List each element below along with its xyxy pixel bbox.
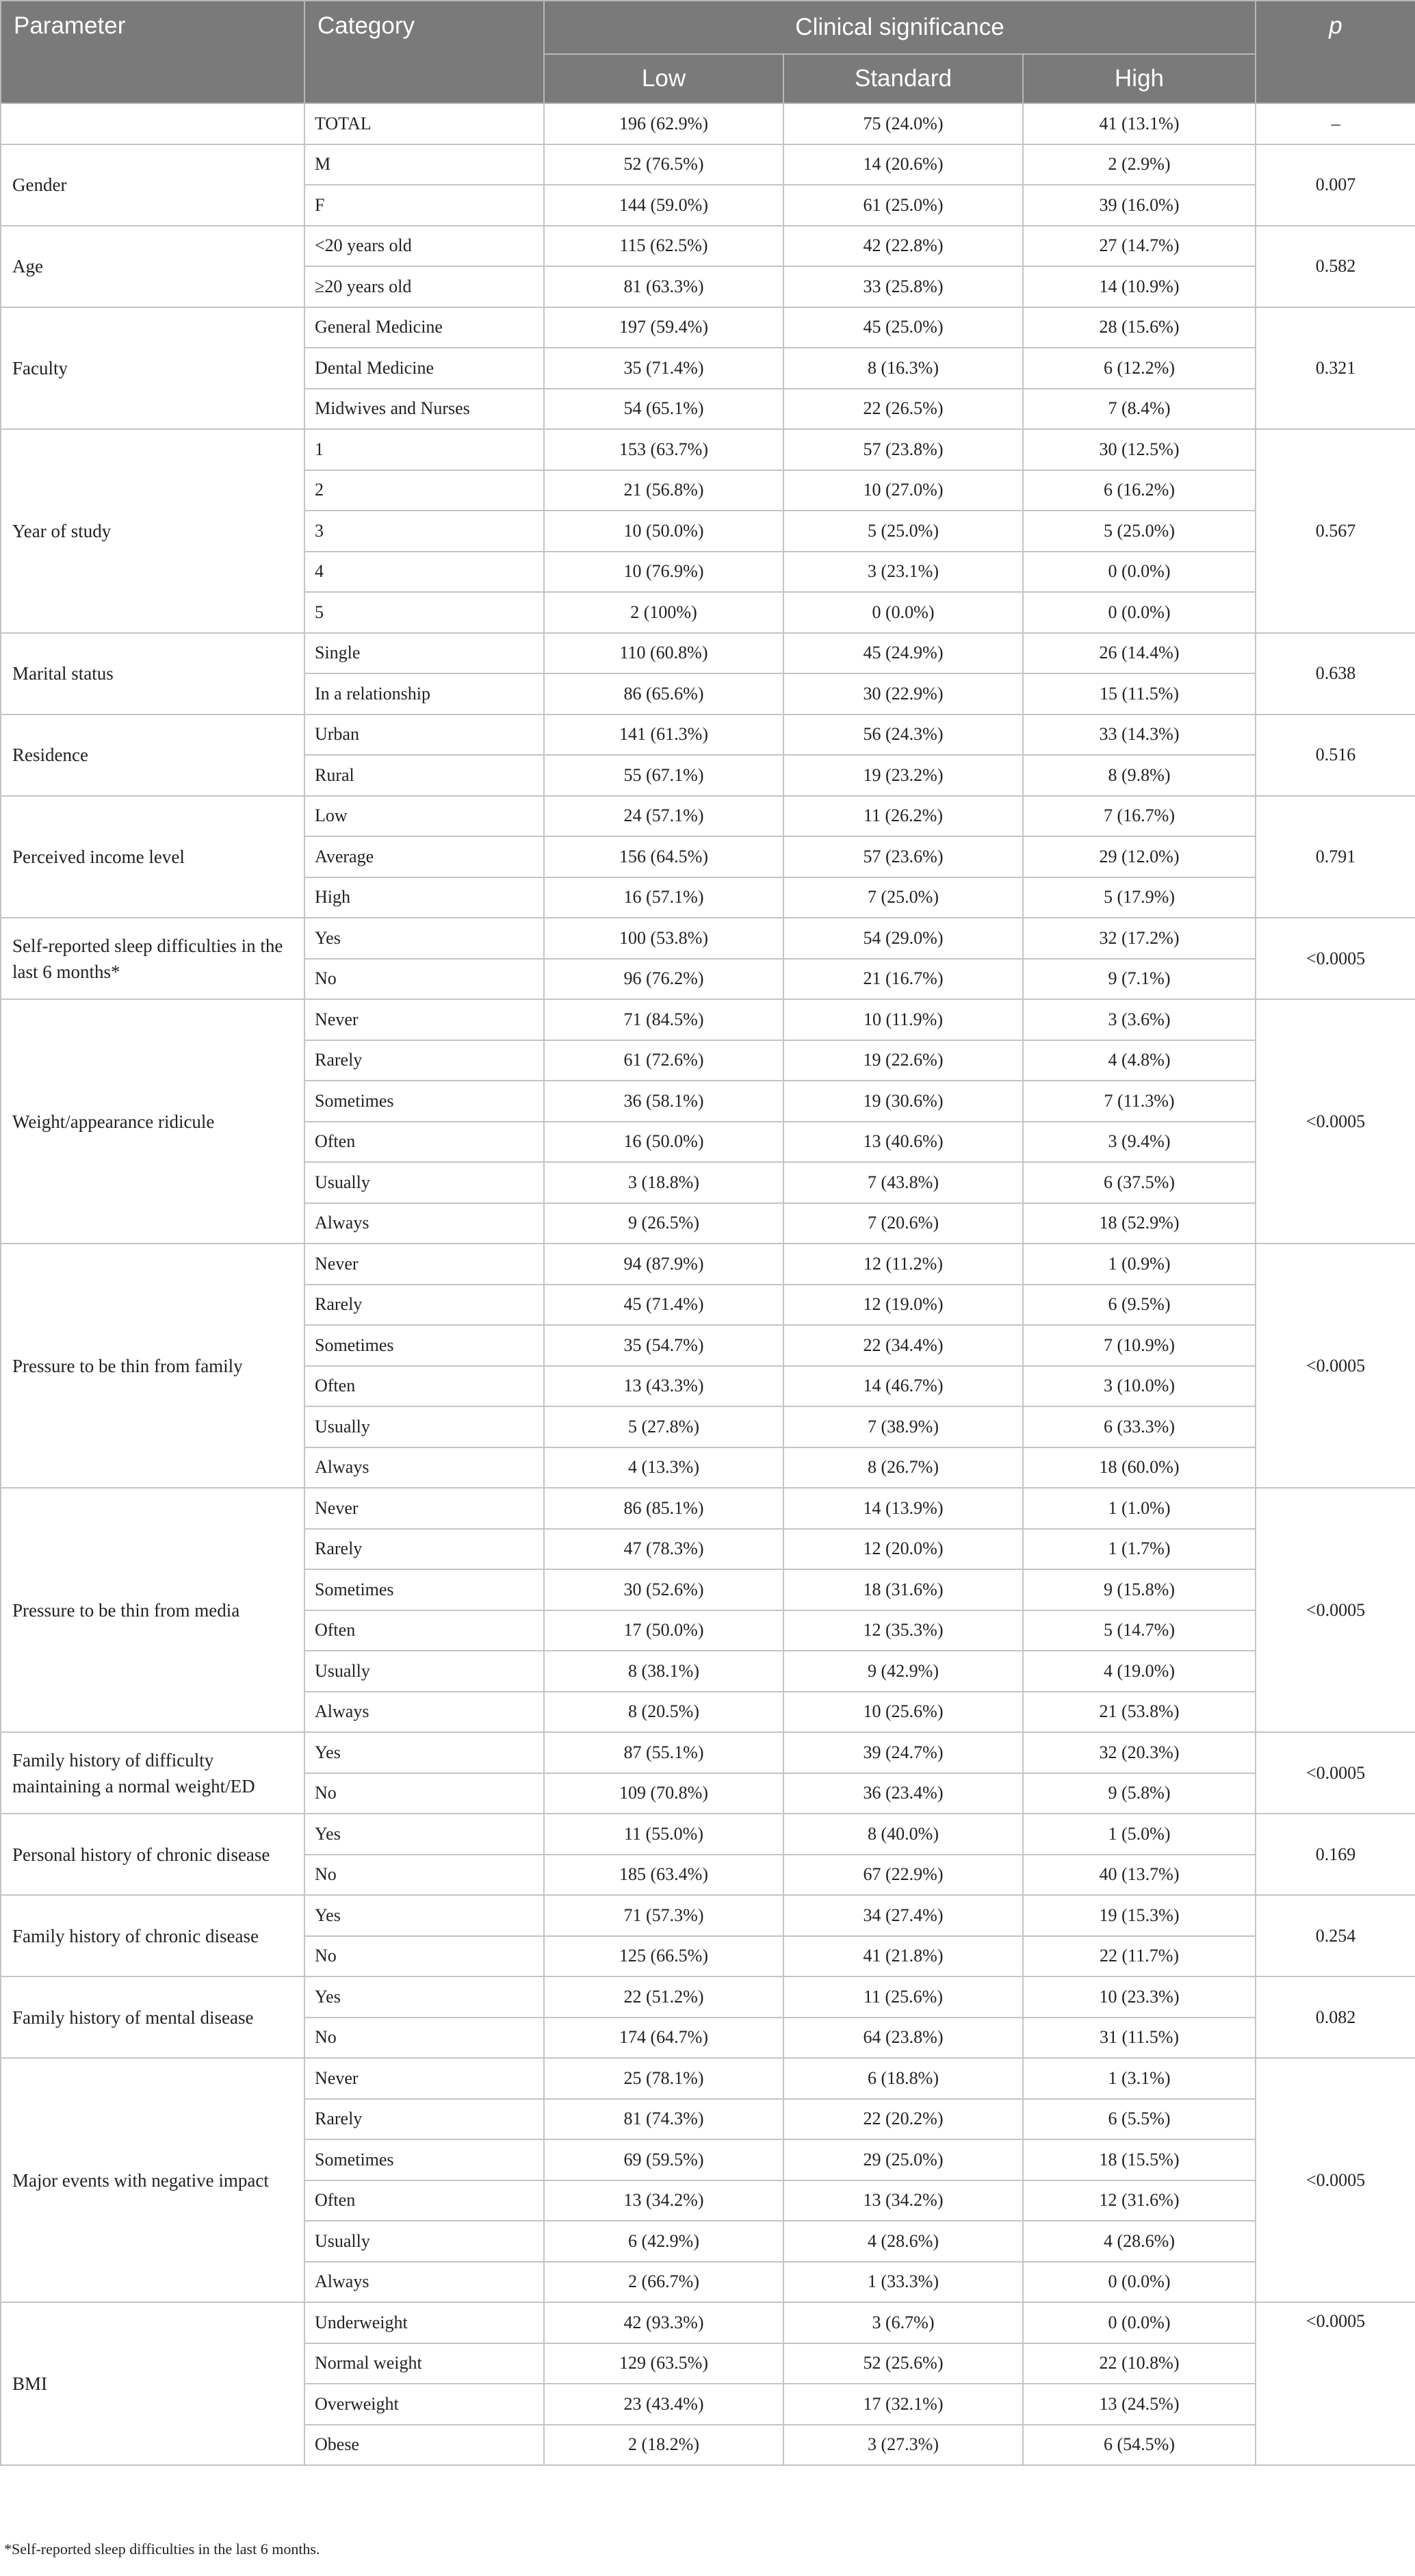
category-cell: Underweight: [304, 2302, 544, 2343]
standard-cell: 3 (27.3%): [783, 2425, 1023, 2466]
low-cell: 153 (63.7%): [544, 429, 783, 470]
p-value-cell: 0.567: [1256, 429, 1415, 633]
standard-cell: 42 (22.8%): [783, 226, 1023, 267]
low-cell: 129 (63.5%): [544, 2343, 783, 2384]
low-cell: 9 (26.5%): [544, 1203, 783, 1244]
category-cell: Often: [304, 1610, 544, 1651]
category-cell: 4: [304, 552, 544, 593]
standard-cell: 10 (27.0%): [783, 470, 1023, 511]
category-cell: No: [304, 959, 544, 1000]
high-cell: 7 (10.9%): [1023, 1325, 1256, 1366]
category-cell: Always: [304, 1447, 544, 1489]
standard-cell: 12 (20.0%): [783, 1529, 1023, 1570]
category-cell: Often: [304, 1122, 544, 1163]
standard-cell: 67 (22.9%): [783, 1855, 1023, 1896]
category-cell: TOTAL: [304, 103, 544, 144]
high-cell: 27 (14.7%): [1023, 226, 1256, 267]
standard-cell: 54 (29.0%): [783, 918, 1023, 959]
low-cell: 196 (62.9%): [544, 103, 783, 144]
high-cell: 3 (3.6%): [1023, 999, 1256, 1040]
standard-cell: 7 (25.0%): [783, 877, 1023, 918]
standard-cell: 64 (23.8%): [783, 2018, 1023, 2059]
category-cell: Urban: [304, 714, 544, 756]
high-cell: 3 (9.4%): [1023, 1122, 1256, 1163]
standard-cell: 12 (19.0%): [783, 1285, 1023, 1326]
parameter-cell: Family history of chronic disease: [1, 1895, 304, 1976]
high-cell: 41 (13.1%): [1023, 103, 1256, 144]
standard-cell: 12 (35.3%): [783, 1610, 1023, 1651]
low-cell: 86 (65.6%): [544, 673, 783, 714]
high-cell: 6 (16.2%): [1023, 470, 1256, 511]
low-cell: 36 (58.1%): [544, 1081, 783, 1122]
category-cell: Never: [304, 1244, 544, 1285]
p-value-cell: 0.582: [1256, 226, 1415, 307]
high-cell: 6 (54.5%): [1023, 2425, 1256, 2466]
category-cell: Obese: [304, 2425, 544, 2466]
low-cell: 3 (18.8%): [544, 1162, 783, 1203]
low-cell: 185 (63.4%): [544, 1855, 783, 1896]
parameter-cell: [1, 103, 304, 144]
low-cell: 71 (57.3%): [544, 1895, 783, 1936]
low-cell: 24 (57.1%): [544, 796, 783, 837]
p-value-cell: <0.0005: [1256, 1244, 1415, 1488]
high-cell: 6 (5.5%): [1023, 2099, 1256, 2140]
header-category: Category: [304, 1, 544, 103]
parameter-cell: Perceived income level: [1, 796, 304, 918]
high-cell: 7 (11.3%): [1023, 1081, 1256, 1122]
high-cell: 1 (1.7%): [1023, 1529, 1256, 1570]
category-cell: Often: [304, 1366, 544, 1407]
high-cell: 31 (11.5%): [1023, 2018, 1256, 2059]
p-value-cell: 0.254: [1256, 1895, 1415, 1976]
standard-cell: 21 (16.7%): [783, 959, 1023, 1000]
high-cell: 1 (3.1%): [1023, 2058, 1256, 2099]
low-cell: 21 (56.8%): [544, 470, 783, 511]
parameter-cell: BMI: [1, 2302, 304, 2465]
high-cell: 21 (53.8%): [1023, 1692, 1256, 1733]
parameter-cell: Year of study: [1, 429, 304, 633]
standard-cell: 18 (31.6%): [783, 1569, 1023, 1610]
high-cell: 6 (33.3%): [1023, 1406, 1256, 1447]
high-cell: 5 (25.0%): [1023, 511, 1256, 552]
category-cell: 1: [304, 429, 544, 470]
high-cell: 7 (16.7%): [1023, 796, 1256, 837]
parameter-cell: Self-reported sleep difficulties in the last 6 months*: [1, 918, 304, 999]
high-cell: 19 (15.3%): [1023, 1895, 1256, 1936]
category-cell: Yes: [304, 918, 544, 959]
high-cell: 39 (16.0%): [1023, 185, 1256, 226]
p-value-cell: 0.638: [1256, 633, 1415, 714]
standard-cell: 10 (25.6%): [783, 1692, 1023, 1733]
low-cell: 11 (55.0%): [544, 1814, 783, 1855]
standard-cell: 52 (25.6%): [783, 2343, 1023, 2384]
low-cell: 13 (43.3%): [544, 1366, 783, 1407]
high-cell: 3 (10.0%): [1023, 1366, 1256, 1407]
category-cell: Normal weight: [304, 2343, 544, 2384]
low-cell: 100 (53.8%): [544, 918, 783, 959]
table-row: [1, 1976, 1415, 2018]
high-cell: 12 (31.6%): [1023, 2180, 1256, 2221]
header-standard: Standard: [783, 54, 1023, 103]
parameter-cell: Family history of mental disease: [1, 1976, 304, 2058]
header-p-value: p: [1256, 1, 1415, 103]
standard-cell: 4 (28.6%): [783, 2221, 1023, 2262]
low-cell: 45 (71.4%): [544, 1285, 783, 1326]
high-cell: 4 (28.6%): [1023, 2221, 1256, 2262]
low-cell: 13 (34.2%): [544, 2180, 783, 2221]
low-cell: 2 (18.2%): [544, 2425, 783, 2466]
table-row: [1, 1814, 1415, 1855]
high-cell: 18 (60.0%): [1023, 1447, 1256, 1489]
high-cell: 40 (13.7%): [1023, 1855, 1256, 1896]
low-cell: 25 (78.1%): [544, 2058, 783, 2099]
high-cell: 9 (7.1%): [1023, 959, 1256, 1000]
parameter-cell: Pressure to be thin from family: [1, 1244, 304, 1488]
high-cell: 29 (12.0%): [1023, 836, 1256, 877]
low-cell: 42 (93.3%): [544, 2302, 783, 2343]
table-row: [1, 2302, 1415, 2343]
p-value-cell: 0.321: [1256, 307, 1415, 430]
high-cell: 0 (0.0%): [1023, 592, 1256, 633]
standard-cell: 13 (34.2%): [783, 2180, 1023, 2221]
high-cell: 1 (0.9%): [1023, 1244, 1256, 1285]
p-value-cell: <0.0005: [1256, 1732, 1415, 1814]
table-row: [1, 1244, 1415, 1285]
high-cell: 1 (5.0%): [1023, 1814, 1256, 1855]
high-cell: 22 (10.8%): [1023, 2343, 1256, 2384]
low-cell: 16 (57.1%): [544, 877, 783, 918]
category-cell: Always: [304, 1203, 544, 1244]
low-cell: 6 (42.9%): [544, 2221, 783, 2262]
p-value-cell: 0.007: [1256, 144, 1415, 226]
category-cell: 2: [304, 470, 544, 511]
standard-cell: 75 (24.0%): [783, 103, 1023, 144]
high-cell: 18 (52.9%): [1023, 1203, 1256, 1244]
high-cell: 8 (9.8%): [1023, 755, 1256, 796]
standard-cell: 7 (20.6%): [783, 1203, 1023, 1244]
high-cell: 33 (14.3%): [1023, 714, 1256, 756]
category-cell: Midwives and Nurses: [304, 389, 544, 430]
table-row: [1, 796, 1415, 837]
low-cell: 87 (55.1%): [544, 1732, 783, 1773]
standard-cell: 29 (25.0%): [783, 2139, 1023, 2180]
parameter-cell: Major events with negative impact: [1, 2058, 304, 2302]
category-cell: Never: [304, 1488, 544, 1529]
table-row: [1, 226, 1415, 267]
low-cell: 2 (66.7%): [544, 2262, 783, 2303]
category-cell: Average: [304, 836, 544, 877]
parameter-cell: Personal history of chronic disease: [1, 1814, 304, 1895]
standard-cell: 11 (25.6%): [783, 1976, 1023, 2018]
high-cell: 10 (23.3%): [1023, 1976, 1256, 2018]
p-value-cell: 0.791: [1256, 796, 1415, 918]
category-cell: 3: [304, 511, 544, 552]
standard-cell: 22 (26.5%): [783, 389, 1023, 430]
high-cell: 9 (5.8%): [1023, 1773, 1256, 1814]
standard-cell: 13 (40.6%): [783, 1122, 1023, 1163]
high-cell: 22 (11.7%): [1023, 1936, 1256, 1977]
low-cell: 22 (51.2%): [544, 1976, 783, 2018]
standard-cell: 19 (30.6%): [783, 1081, 1023, 1122]
low-cell: 81 (63.3%): [544, 266, 783, 307]
high-cell: 5 (14.7%): [1023, 1610, 1256, 1651]
low-cell: 35 (71.4%): [544, 348, 783, 389]
high-cell: 14 (10.9%): [1023, 266, 1256, 307]
header-low: Low: [544, 54, 783, 103]
low-cell: 94 (87.9%): [544, 1244, 783, 1285]
category-cell: Sometimes: [304, 2139, 544, 2180]
category-cell: No: [304, 1773, 544, 1814]
category-cell: 5: [304, 592, 544, 633]
standard-cell: 41 (21.8%): [783, 1936, 1023, 1977]
standard-cell: 1 (33.3%): [783, 2262, 1023, 2303]
standard-cell: 12 (11.2%): [783, 1244, 1023, 1285]
table-header: [1, 1, 1415, 103]
standard-cell: 57 (23.6%): [783, 836, 1023, 877]
table-body: [1, 103, 1415, 2465]
low-cell: 10 (76.9%): [544, 552, 783, 593]
category-cell: Low: [304, 796, 544, 837]
standard-cell: 19 (22.6%): [783, 1040, 1023, 1081]
low-cell: 55 (67.1%): [544, 755, 783, 796]
standard-cell: 9 (42.9%): [783, 1651, 1023, 1692]
low-cell: 8 (38.1%): [544, 1651, 783, 1692]
low-cell: 35 (54.7%): [544, 1325, 783, 1366]
high-cell: 9 (15.8%): [1023, 1569, 1256, 1610]
category-cell: <20 years old: [304, 226, 544, 267]
low-cell: 2 (100%): [544, 592, 783, 633]
standard-cell: 3 (6.7%): [783, 2302, 1023, 2343]
standard-cell: 3 (23.1%): [783, 552, 1023, 593]
standard-cell: 61 (25.0%): [783, 185, 1023, 226]
standard-cell: 45 (24.9%): [783, 633, 1023, 674]
low-cell: 4 (13.3%): [544, 1447, 783, 1489]
category-cell: Sometimes: [304, 1325, 544, 1366]
standard-cell: 39 (24.7%): [783, 1732, 1023, 1773]
parameter-cell: Family history of difficulty maintaining a normal weight/ED: [1, 1732, 304, 1814]
category-cell: M: [304, 144, 544, 185]
low-cell: 81 (74.3%): [544, 2099, 783, 2140]
standard-cell: 7 (43.8%): [783, 1162, 1023, 1203]
category-cell: Usually: [304, 2221, 544, 2262]
standard-cell: 5 (25.0%): [783, 511, 1023, 552]
standard-cell: 8 (40.0%): [783, 1814, 1023, 1855]
low-cell: 125 (66.5%): [544, 1936, 783, 1977]
category-cell: No: [304, 1855, 544, 1896]
category-cell: Always: [304, 1692, 544, 1733]
category-cell: General Medicine: [304, 307, 544, 348]
category-cell: Yes: [304, 1732, 544, 1773]
table-row: [1, 1895, 1415, 1936]
category-cell: Often: [304, 2180, 544, 2221]
low-cell: 69 (59.5%): [544, 2139, 783, 2180]
p-value-cell: 0.082: [1256, 1976, 1415, 2058]
category-cell: Sometimes: [304, 1569, 544, 1610]
high-cell: 28 (15.6%): [1023, 307, 1256, 348]
low-cell: 156 (64.5%): [544, 836, 783, 877]
p-value-cell: 0.169: [1256, 1814, 1415, 1895]
standard-cell: 14 (20.6%): [783, 144, 1023, 185]
p-value-cell: 0.516: [1256, 714, 1415, 796]
low-cell: 110 (60.8%): [544, 633, 783, 674]
high-cell: 18 (15.5%): [1023, 2139, 1256, 2180]
low-cell: 16 (50.0%): [544, 1122, 783, 1163]
low-cell: 96 (76.2%): [544, 959, 783, 1000]
high-cell: 7 (8.4%): [1023, 389, 1256, 430]
category-cell: Rural: [304, 755, 544, 796]
header-parameter: Parameter: [1, 1, 304, 103]
high-cell: 4 (4.8%): [1023, 1040, 1256, 1081]
table-row: [1, 2058, 1415, 2099]
standard-cell: 0 (0.0%): [783, 592, 1023, 633]
category-cell: Yes: [304, 1814, 544, 1855]
table-row: [1, 918, 1415, 959]
category-cell: Rarely: [304, 1285, 544, 1326]
low-cell: 61 (72.6%): [544, 1040, 783, 1081]
standard-cell: 36 (23.4%): [783, 1773, 1023, 1814]
low-cell: 86 (85.1%): [544, 1488, 783, 1529]
standard-cell: 30 (22.9%): [783, 673, 1023, 714]
low-cell: 5 (27.8%): [544, 1406, 783, 1447]
low-cell: 174 (64.7%): [544, 2018, 783, 2059]
low-cell: 10 (50.0%): [544, 511, 783, 552]
standard-cell: 14 (46.7%): [783, 1366, 1023, 1407]
high-cell: 13 (24.5%): [1023, 2384, 1256, 2425]
category-cell: Single: [304, 633, 544, 674]
standard-cell: 57 (23.8%): [783, 429, 1023, 470]
p-value-cell: <0.0005: [1256, 2058, 1415, 2302]
p-value-cell: –: [1256, 103, 1415, 144]
header-high: High: [1023, 54, 1256, 103]
category-cell: Yes: [304, 1895, 544, 1936]
low-cell: 17 (50.0%): [544, 1610, 783, 1651]
table-row: [1, 1732, 1415, 1773]
standard-cell: 22 (20.2%): [783, 2099, 1023, 2140]
high-cell: 6 (12.2%): [1023, 348, 1256, 389]
low-cell: 141 (61.3%): [544, 714, 783, 756]
category-cell: Never: [304, 2058, 544, 2099]
high-cell: 32 (20.3%): [1023, 1732, 1256, 1773]
low-cell: 109 (70.8%): [544, 1773, 783, 1814]
table-row: [1, 999, 1415, 1040]
high-cell: 26 (14.4%): [1023, 633, 1256, 674]
category-cell: No: [304, 2018, 544, 2059]
category-cell: Usually: [304, 1406, 544, 1447]
parameter-cell: Gender: [1, 144, 304, 226]
high-cell: 6 (9.5%): [1023, 1285, 1256, 1326]
high-cell: 0 (0.0%): [1023, 2302, 1256, 2343]
p-value-cell: <0.0005: [1256, 918, 1415, 999]
low-cell: 30 (52.6%): [544, 1569, 783, 1610]
table-row: [1, 633, 1415, 674]
p-value-cell: <0.0005: [1256, 2302, 1415, 2465]
parameter-cell: Weight/appearance ridicule: [1, 999, 304, 1244]
category-cell: Sometimes: [304, 1081, 544, 1122]
p-value-cell: <0.0005: [1256, 1488, 1415, 1732]
standard-cell: 7 (38.9%): [783, 1406, 1023, 1447]
category-cell: Dental Medicine: [304, 348, 544, 389]
category-cell: Always: [304, 2262, 544, 2303]
parameter-cell: Pressure to be thin from media: [1, 1488, 304, 1732]
category-cell: F: [304, 185, 544, 226]
low-cell: 71 (84.5%): [544, 999, 783, 1040]
category-cell: Rarely: [304, 1529, 544, 1570]
standard-cell: 11 (26.2%): [783, 796, 1023, 837]
category-cell: Never: [304, 999, 544, 1040]
low-cell: 8 (20.5%): [544, 1692, 783, 1733]
category-cell: Rarely: [304, 1040, 544, 1081]
high-cell: 5 (17.9%): [1023, 877, 1256, 918]
standard-cell: 17 (32.1%): [783, 2384, 1023, 2425]
high-cell: 30 (12.5%): [1023, 429, 1256, 470]
standard-cell: 33 (25.8%): [783, 266, 1023, 307]
category-cell: ≥20 years old: [304, 266, 544, 307]
high-cell: 4 (19.0%): [1023, 1651, 1256, 1692]
standard-cell: 19 (23.2%): [783, 755, 1023, 796]
category-cell: Usually: [304, 1651, 544, 1692]
standard-cell: 6 (18.8%): [783, 2058, 1023, 2099]
low-cell: 197 (59.4%): [544, 307, 783, 348]
high-cell: 15 (11.5%): [1023, 673, 1256, 714]
low-cell: 115 (62.5%): [544, 226, 783, 267]
p-value-cell: <0.0005: [1256, 999, 1415, 1244]
table-row: [1, 103, 1415, 144]
high-cell: 1 (1.0%): [1023, 1488, 1256, 1529]
table-row: [1, 144, 1415, 185]
category-cell: Rarely: [304, 2099, 544, 2140]
standard-cell: 14 (13.9%): [783, 1488, 1023, 1529]
high-cell: 0 (0.0%): [1023, 2262, 1256, 2303]
standard-cell: 8 (16.3%): [783, 348, 1023, 389]
category-cell: Usually: [304, 1162, 544, 1203]
standard-cell: 8 (26.7%): [783, 1447, 1023, 1489]
category-cell: In a relationship: [304, 673, 544, 714]
standard-cell: 22 (34.4%): [783, 1325, 1023, 1366]
low-cell: 54 (65.1%): [544, 389, 783, 430]
table-row: [1, 1488, 1415, 1529]
header-clinical-significance: Clinical significance: [544, 1, 1256, 54]
low-cell: 52 (76.5%): [544, 144, 783, 185]
category-cell: High: [304, 877, 544, 918]
high-cell: 32 (17.2%): [1023, 918, 1256, 959]
parameter-cell: Marital status: [1, 633, 304, 714]
low-cell: 144 (59.0%): [544, 185, 783, 226]
high-cell: 2 (2.9%): [1023, 144, 1256, 185]
parameter-cell: Residence: [1, 714, 304, 796]
table-row: [1, 307, 1415, 348]
high-cell: 0 (0.0%): [1023, 552, 1256, 593]
parameter-cell: Faculty: [1, 307, 304, 430]
standard-cell: 34 (27.4%): [783, 1895, 1023, 1936]
category-cell: Yes: [304, 1976, 544, 2018]
standard-cell: 45 (25.0%): [783, 307, 1023, 348]
category-cell: Overweight: [304, 2384, 544, 2425]
table-row: [1, 429, 1415, 470]
parameter-cell: Age: [1, 226, 304, 307]
category-cell: No: [304, 1936, 544, 1977]
table-footnote: *Self-reported sleep difficulties in the last 6 months.: [4, 2540, 320, 2558]
low-cell: 23 (43.4%): [544, 2384, 783, 2425]
standard-cell: 56 (24.3%): [783, 714, 1023, 756]
standard-cell: 10 (11.9%): [783, 999, 1023, 1040]
low-cell: 47 (78.3%): [544, 1529, 783, 1570]
high-cell: 6 (37.5%): [1023, 1162, 1256, 1203]
table-row: [1, 714, 1415, 756]
